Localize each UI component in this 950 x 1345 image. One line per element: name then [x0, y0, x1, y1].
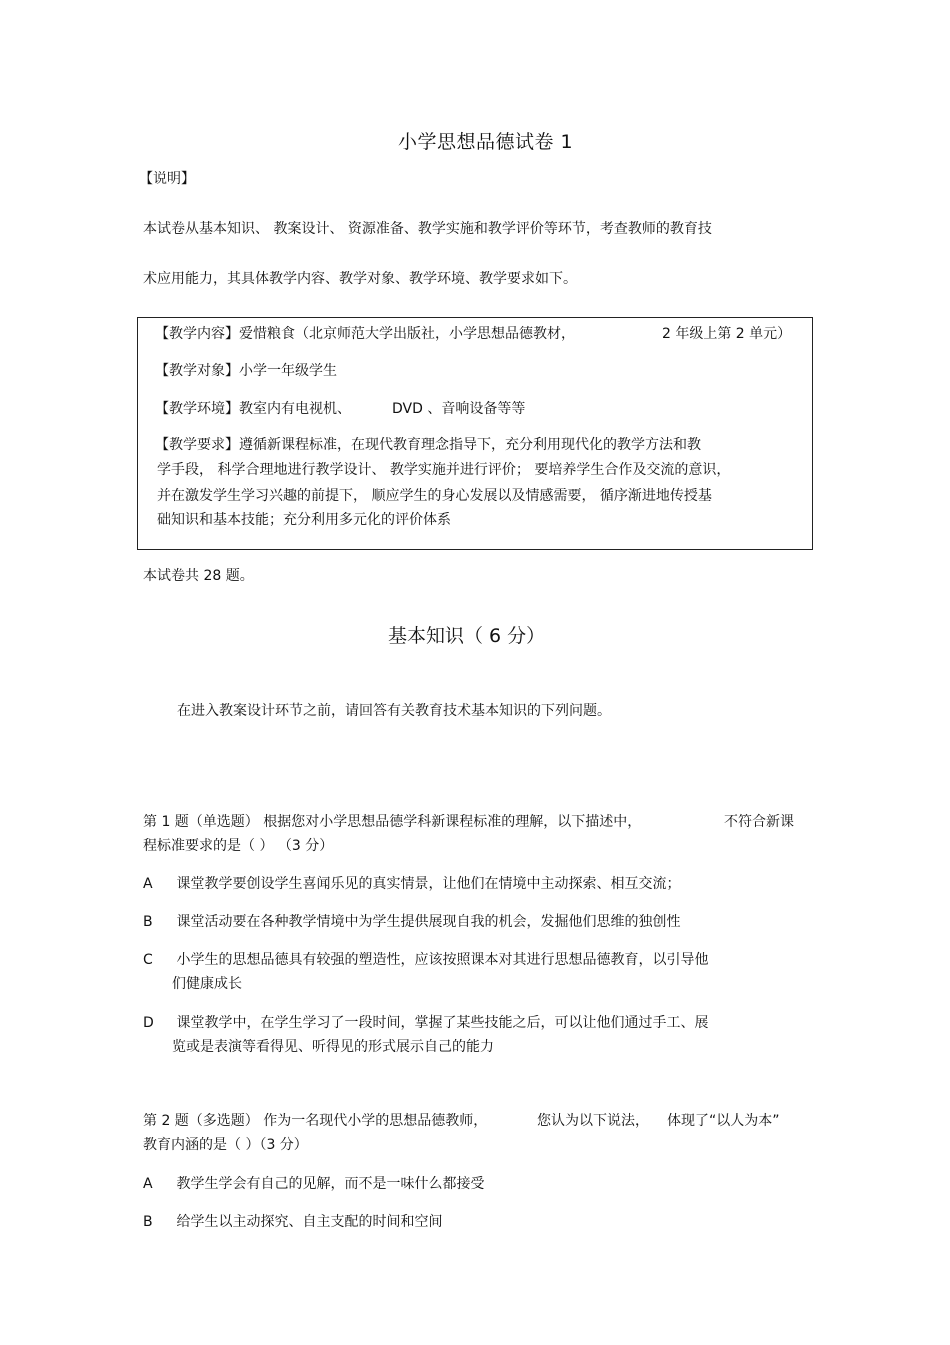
- option-text: 小学生的思想品德具有较强的塑造性，应该按照课本对其进行思想品德教育，以引导他: [176, 952, 709, 968]
- question-2-stem-tail: 体现了“以人为本”: [667, 1113, 780, 1129]
- option-letter: C: [143, 952, 153, 968]
- option-letter: A: [143, 876, 153, 892]
- section-instruction: 在进入教案设计环节之前，请回答有关教育技术基本知识的下列问题。: [177, 703, 611, 719]
- note-label: 【说明】: [139, 171, 195, 187]
- question-2-option-b[interactable]: [143, 1215, 442, 1229]
- teaching-requirement-line-4: 础知识和基本技能；充分利用多元化的评价体系: [157, 512, 451, 528]
- teaching-content-grade: 2 年级上第 2 单元）: [662, 326, 792, 342]
- question-2-stem-mid: 您认为以下说法，: [537, 1113, 649, 1129]
- option-letter: B: [143, 914, 153, 930]
- question-1-option-b[interactable]: [143, 915, 680, 929]
- question-1-option-c-continued: 们健康成长: [172, 976, 242, 992]
- intro-line-2: 术应用能力，其具体教学内容、教学对象、教学环境、教学要求如下。: [143, 271, 577, 287]
- option-text: 给学生以主动探究、自主支配的时间和空间: [176, 1214, 443, 1230]
- teaching-content: 【教学内容】爱惜粮食（北京师范大学出版社，小学思想品德教材，: [155, 326, 575, 342]
- page-title: 小学思想品德试卷 1: [398, 131, 574, 153]
- question-2-option-a[interactable]: [143, 1177, 484, 1191]
- intro-line-1: 本试卷从基本知识、 教案设计、 资源准备、教学实施和教学评价等环节，考查教师的教育技: [143, 221, 712, 237]
- teaching-target: 【教学对象】小学一年级学生: [155, 363, 337, 379]
- teaching-environment: 【教学环境】教室内有电视机、: [155, 401, 351, 417]
- option-text: 课堂教学要创设学生喜闻乐见的真实情景，让他们在情境中主动探索、相互交流；: [176, 876, 681, 892]
- question-1-stem-line-2: 程标准要求的是（ ） （3 分）: [143, 838, 334, 854]
- question-2-stem-line-2: 教育内涵的是（ ）（3 分）: [143, 1137, 308, 1153]
- teaching-requirement-line-2: 学手段， 科学合理地进行教学设计、 教学实施并进行评价； 要培养学生合作及交流的意识，: [157, 462, 731, 478]
- question-2-stem-line-1: 第 2 题（多选题） 作为一名现代小学的思想品德教师，: [143, 1113, 488, 1129]
- option-letter: B: [143, 1214, 153, 1230]
- teaching-requirement-line-3: 并在激发学生学习兴趣的前提下， 顺应学生的身心发展以及情感需要， 循序渐进地传授基: [157, 488, 712, 504]
- option-letter: A: [143, 1176, 153, 1192]
- question-1-option-d[interactable]: [143, 1016, 708, 1030]
- question-1-stem-emphasis: 不符合新课: [724, 814, 794, 830]
- total-questions: 本试卷共 28 题。: [143, 568, 254, 584]
- question-1-option-a[interactable]: [143, 877, 680, 891]
- section-title: 基本知识（ 6 分）: [388, 625, 546, 647]
- question-1-option-d-continued: 览或是表演等看得见、听得见的形式展示自己的能力: [172, 1039, 494, 1055]
- question-1-stem-line-1: 第 1 题（单选题） 根据您对小学思想品德学科新课程标准的理解，以下描述中，: [143, 814, 642, 830]
- option-text: 课堂活动要在各种教学情境中为学生提供展现自我的机会，发掘他们思维的独创性: [176, 914, 681, 930]
- teaching-environment-devices: DVD 、音响设备等等: [392, 401, 526, 417]
- option-text: 教学生学会有自己的见解，而不是一味什么都接受: [176, 1176, 485, 1192]
- teaching-requirement-line-1: 【教学要求】遵循新课程标准，在现代教育理念指导下，充分利用现代化的教学方法和教: [155, 437, 701, 453]
- option-letter: D: [143, 1015, 154, 1031]
- question-1-option-c[interactable]: [143, 953, 708, 967]
- option-text: 课堂教学中，在学生学习了一段时间，掌握了某些技能之后，可以让他们通过手工、展: [176, 1015, 709, 1031]
